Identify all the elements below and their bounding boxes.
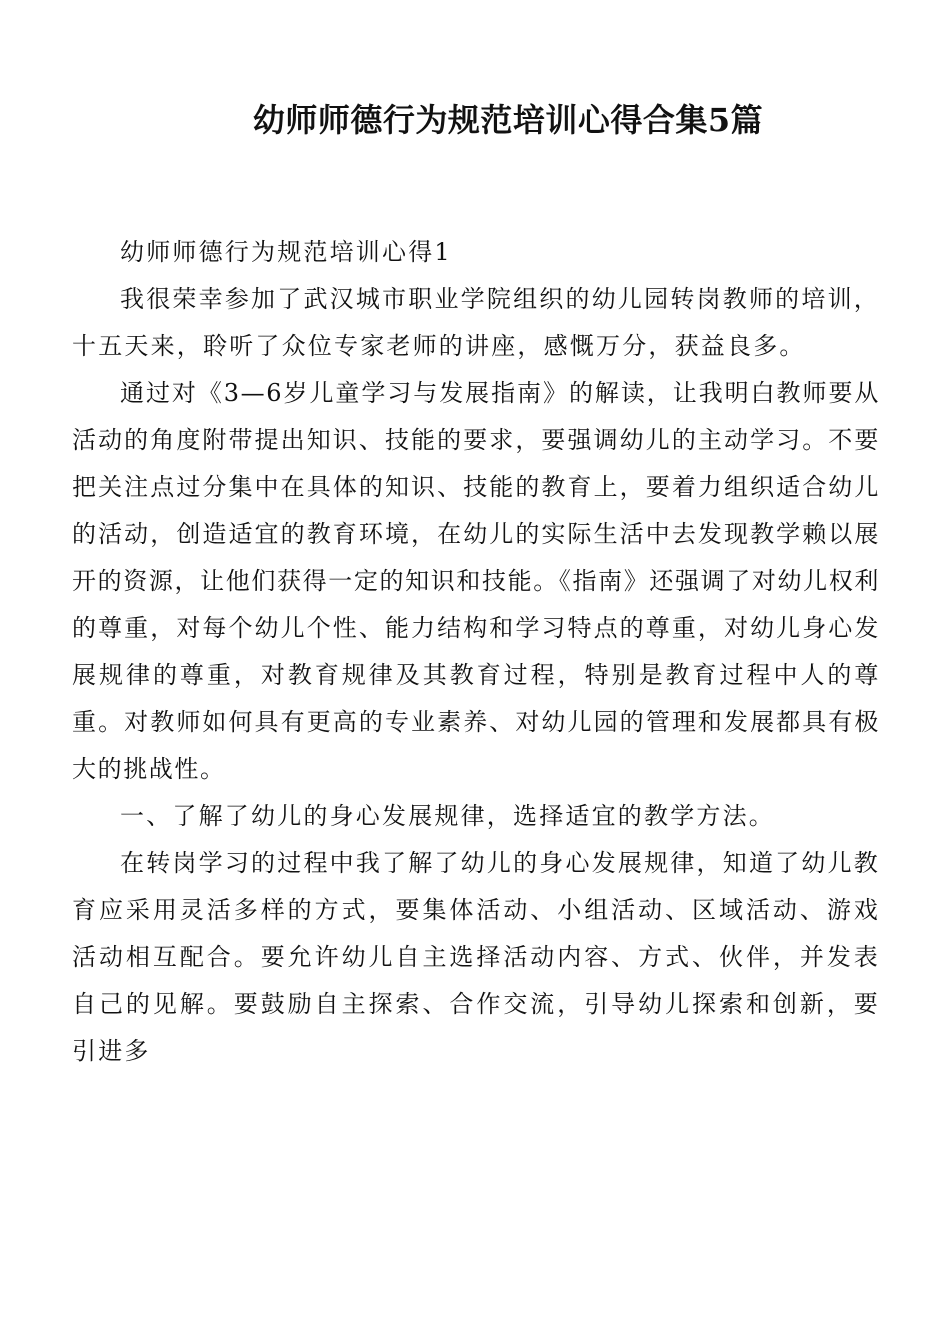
paragraph-subheading: 一、了解了幼儿的身心发展规律，选择适宜的教学方法。 <box>120 802 775 830</box>
document-title: 幼师师德行为规范培训心得合集5篇 <box>252 101 764 139</box>
paragraph-section-heading: 幼师师德行为规范培训心得1 <box>120 238 452 266</box>
document-body <box>72 229 880 1075</box>
paragraph: 在转岗学习的过程中我了解了幼儿的身心发展规律，知道了幼儿教育应采用灵活多样的方式，要集体活动、小组活动、区域活动、游戏活动相互配合。要允许幼儿自主选择活动内容、方式、伙伴，并发表自己的见解。要鼓励自主探索、合作交流，引导幼儿探索和创新，要引进多 <box>72 849 880 1065</box>
paragraph: 我很荣幸参加了武汉城市职业学院组织的幼儿园转岗教师的培训，十五天来，聆听了众位专家老师的讲座，感慨万分，获益良多。 <box>72 285 880 360</box>
paragraph: 通过对《3—6岁儿童学习与发展指南》的解读，让我明白教师要从活动的角度附带提出知识、技能的要求，要强调幼儿的主动学习。不要把关注点过分集中在具体的知识、技能的教育上，要着力组织适合幼儿的活动，创造适宜的教育环境，在幼儿的实际生活中去发现教学赖以展开的资源，让他们获得一定的知识和技能。《指南》还强调了对幼儿权利的尊重，对每个幼儿个性、能力结构和学习特点的尊重，对幼儿身心发展规律的尊重，对教育规律及其教育过程，特别是教育过程中人的尊重。对教师如何具有更高的专业素养、对幼儿园的管理和发展都具有极大的挑战性。 <box>72 379 880 783</box>
